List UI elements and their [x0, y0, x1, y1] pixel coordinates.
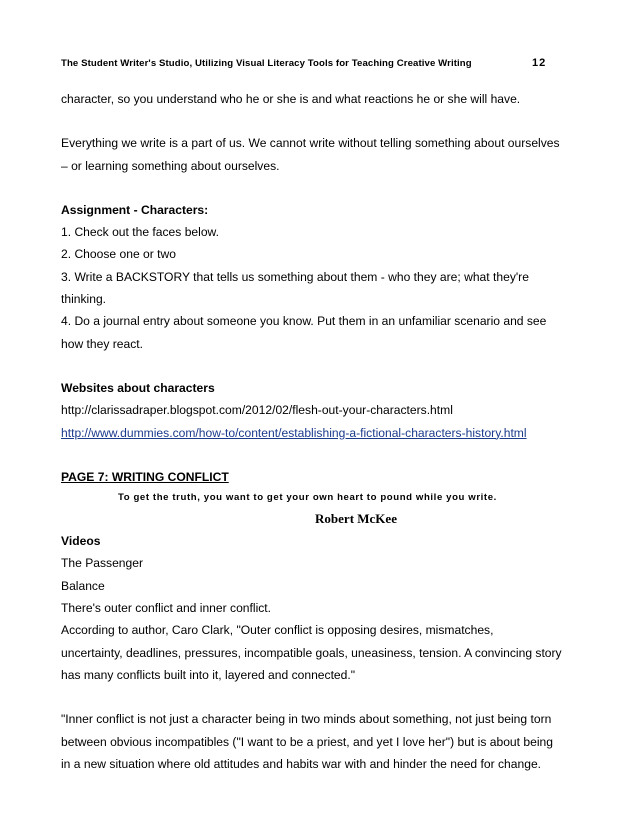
- section-heading: PAGE 7: WRITING CONFLICT: [61, 469, 229, 484]
- paragraph-line: – or learning something about ourselves.: [61, 158, 280, 173]
- list-item: how they react.: [61, 336, 144, 351]
- paragraph-line: uncertainty, deadlines, pressures, incompatible goals, uneasiness, tension. A convincing story: [61, 645, 562, 660]
- videos-heading: Videos: [61, 534, 101, 549]
- website-url: http://clarissadraper.blogspot.com/2012/02/flesh-out-your-characters.html: [61, 403, 453, 418]
- page-header: [61, 58, 571, 69]
- paragraph: character, so you understand who he or she is and what reactions he or she will have.: [61, 92, 521, 106]
- websites-heading: Websites about characters: [61, 380, 215, 395]
- video-item: The Passenger: [61, 556, 144, 571]
- list-item: 1. Check out the faces below.: [61, 225, 219, 240]
- epigraph-quote: To get the truth, you want to get your own heart to pound while you write.: [118, 492, 497, 504]
- list-item: thinking.: [61, 292, 107, 307]
- list-item: 3. Write a BACKSTORY that tells us something about them - who they are; what they're: [61, 269, 529, 284]
- paragraph-line: Everything we write is a part of us. We cannot write without telling something about ourselves: [61, 136, 560, 151]
- list-item: 2. Choose one or two: [61, 247, 176, 262]
- paragraph-line: has many conflicts built into it, layered and connected.": [61, 667, 356, 682]
- paragraph-line: in a new situation where old attitudes and habits war with and hinder the need for change.: [61, 756, 542, 771]
- header-title: The Student Writer's Studio, Utilizing Visual Literacy Tools for Teaching Creative Writing: [61, 58, 472, 69]
- paragraph-line: "Inner conflict is not just a character being in two minds about something, not just being torn: [61, 712, 552, 727]
- assignment-heading: Assignment - Characters:: [61, 202, 209, 217]
- paragraph-line: between obvious incompatibles ("I want to be a priest, and yet I love her") but is about being: [61, 734, 553, 749]
- paragraph-line: According to author, Caro Clark, "Outer conflict is opposing desires, mismatches,: [61, 623, 494, 638]
- quote-author: Robert McKee: [315, 511, 397, 527]
- website-link[interactable]: http://www.dummies.com/how-to/content/establishing-a-fictional-characters-history.html: [61, 425, 527, 440]
- list-item: 4. Do a journal entry about someone you know. Put them in an unfamiliar scenario and see: [61, 314, 547, 329]
- page-content: [61, 88, 581, 775]
- page-number: 12: [532, 57, 547, 69]
- video-item: Balance: [61, 578, 105, 593]
- paragraph-line: There's outer conflict and inner conflict.: [61, 601, 272, 616]
